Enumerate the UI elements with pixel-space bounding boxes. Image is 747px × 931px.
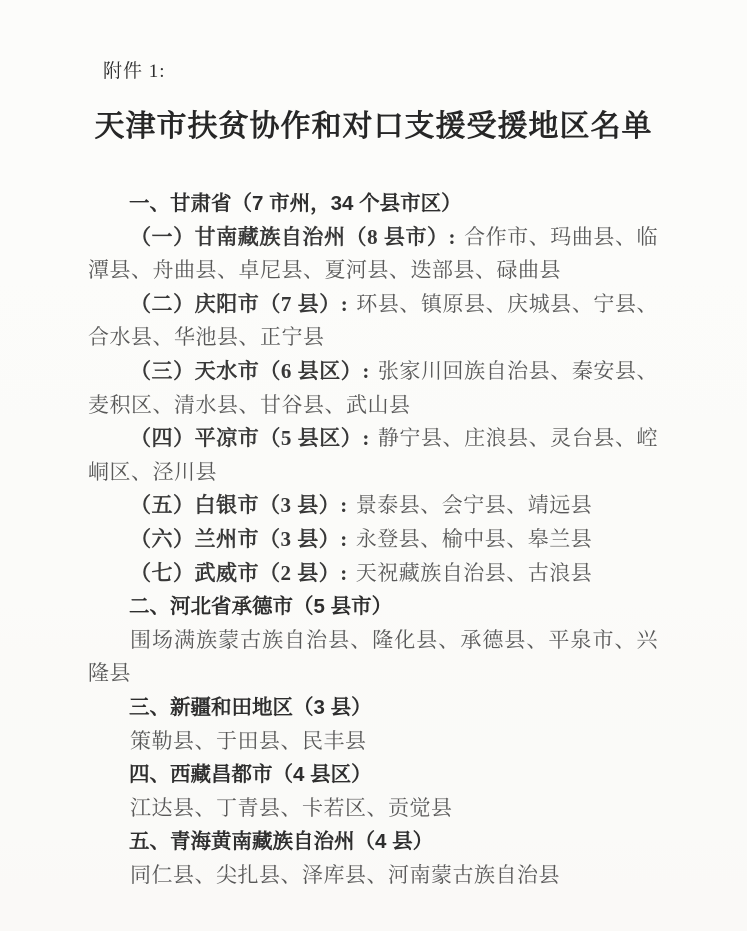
subsection-label: （五）白银市（3 县）: [130,493,348,518]
section-1-subsection-7 [88,557,658,591]
subsection-items: 天祝藏族自治县、古浪县 [355,560,593,585]
section-4-heading: 四、西藏昌都市（4 县区） [129,763,372,787]
subsection-items: 合作市、玛曲县、临潭县、舟曲县、卓尼县、夏河县、迭部县、碌曲县 [88,224,658,283]
section-1-subsection-2 [88,288,658,355]
section-1-subsection-3 [88,355,658,422]
section-1-subsection-5 [88,489,658,523]
section-5-heading: 五、青海黄南藏族自治州（4 县） [129,830,434,854]
section-4-body: 江达县、丁青县、卡若区、贡觉县 [130,795,453,820]
section-3-body: 策勒县、于田县、民丰县 [130,728,367,753]
section-3-heading: 三、新疆和田地区（3 县） [129,695,372,719]
page-title: 天津市扶贫协作和对口支援受援地区名单 [94,110,653,143]
section-1-subsection-1 [88,221,658,288]
subsection-label: （一）甘南藏族自治州（8 县市）: [130,224,457,249]
subsection-label: （六）兰州市（3 县）: [130,526,348,551]
subsection-items: 景泰县、会宁县、靖远县 [355,493,593,518]
section-1-heading: 一、甘肃省（7 市州，34 个县市区） [129,192,462,215]
subsection-items: 张家川回族自治县、秦安县、麦积区、清水县、甘谷县、武山县 [88,358,659,417]
subsection-label: （四）平凉市（5 县区）: [130,426,370,451]
section-2-body: 围场满族蒙古族自治县、隆化县、承德县、平泉市、兴隆县 [88,627,658,686]
subsection-label: （二）庆阳市（7 县）: [130,291,349,316]
subsection-label: （三）天水市（6 县区）: [130,358,370,383]
section-1-subsection-6 [88,523,658,557]
section-2-heading: 二、河北省承德市（5 县市） [129,595,393,619]
subsection-items: 永登县、榆中县、皋兰县 [355,526,593,551]
document-body [88,187,658,892]
section-5-body: 同仁县、尖扎县、泽库县、河南蒙古族自治县 [130,862,560,887]
subsection-items: 静宁县、庄浪县、灵台县、崆峒区、泾川县 [88,426,659,484]
subsection-label: （七）武威市（2 县）: [130,560,348,585]
subsection-items: 环县、镇原县、庆城县、宁县、合水县、华池县、正宁县 [88,291,658,350]
section-1-subsection-4 [88,422,658,489]
attachment-label: 附件 1: [103,61,166,82]
